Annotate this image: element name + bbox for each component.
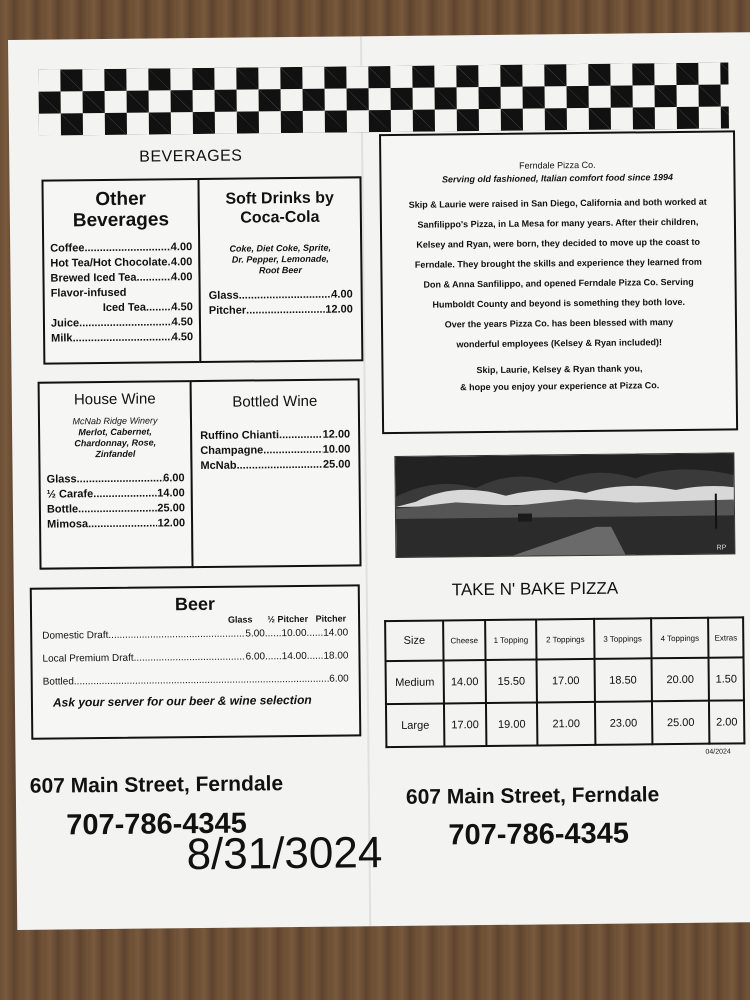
table-header-cell: Size xyxy=(385,620,443,661)
menu-item: Domestic Draft ..... 5.00......10.00......14.00 xyxy=(42,625,348,643)
menu-item: Bottle ..... 25.00 xyxy=(47,501,185,517)
table-row xyxy=(386,657,744,704)
bottled-wine-box xyxy=(190,378,362,568)
table-row xyxy=(386,700,744,747)
table-cell: 20.00 xyxy=(651,658,709,702)
house-wine-list xyxy=(47,471,186,532)
about-box xyxy=(379,130,738,434)
date-code: 04/2024 xyxy=(705,748,731,756)
table-header-cell: 2 Toppings xyxy=(536,619,594,660)
other-beverages-list xyxy=(50,240,193,346)
beer-note: Ask your server for our beer & wine selection xyxy=(52,692,312,710)
menu-item: Flavor-infused xyxy=(50,286,127,300)
table-cell: 15.50 xyxy=(485,659,537,703)
table-header-row xyxy=(385,617,743,661)
menu-item: Local Premium Draft ..... 6.00......14.00......18.00 xyxy=(42,648,348,666)
menu-item: Milk ..... 4.50 xyxy=(51,330,193,346)
house-wine-box xyxy=(38,380,194,570)
pizza-price-table xyxy=(384,616,745,748)
menu-item: ½ Carafe ..... 14.00 xyxy=(47,486,185,502)
beer-column-headers: Glass ½ Pitcher Pitcher xyxy=(227,613,347,625)
table-cell: 21.00 xyxy=(537,702,595,746)
table-cell: Medium xyxy=(386,660,444,704)
table-cell: 18.50 xyxy=(594,658,652,702)
table-cell: 17.00 xyxy=(444,703,486,746)
menu-item: Pitcher ..... 12.00 xyxy=(209,302,353,319)
table-header-cell: 3 Toppings xyxy=(594,618,652,659)
table-header-cell: Cheese xyxy=(443,620,485,660)
table-cell: 25.00 xyxy=(652,701,710,745)
soft-drinks-description: Coke, Diet Coke, Sprite, Dr. Pepper, Lemonade, Root Beer xyxy=(229,242,332,276)
table-header-cell: 1 Topping xyxy=(485,619,537,660)
beer-list xyxy=(42,625,349,689)
table-cell: 19.00 xyxy=(486,702,538,746)
bottled-wine-title: Bottled Wine xyxy=(232,392,318,411)
table-cell: 2.00 xyxy=(709,700,744,743)
beer-box xyxy=(30,584,362,739)
about-thanks: Skip, Laurie, Kelsey & Ryan thank you, & hope you enjoy your experience at Pizza Co. xyxy=(460,363,660,393)
menu-item: Champagne ..... 10.00 xyxy=(200,442,350,459)
soft-drinks-box xyxy=(197,176,363,363)
about-name: Ferndale Pizza Co. xyxy=(519,159,596,171)
table-header-cell: Extras xyxy=(708,617,743,657)
soft-drinks-title: Soft Drinks by Coca-Cola xyxy=(225,189,334,227)
address-left: 607 Main Street, Ferndale xyxy=(29,772,284,798)
beverages-title: BEVERAGES xyxy=(139,147,243,166)
menu-item: Juice ..... 4.50 xyxy=(51,315,193,331)
house-wine-title: House Wine xyxy=(73,390,156,409)
fold-line xyxy=(360,36,371,926)
table-cell: 1.50 xyxy=(709,657,744,700)
menu-flyer xyxy=(8,32,750,930)
menu-item: Ruffino Chianti ..... 12.00 xyxy=(200,427,350,444)
handwritten-date: 8/31/3024 xyxy=(186,828,383,880)
checkered-border xyxy=(38,62,729,135)
menu-item: Bottled ..... 6.00 xyxy=(43,671,349,689)
landscape-artwork xyxy=(394,452,735,558)
menu-item: Hot Tea/Hot Chocolate ..... 4.00 xyxy=(50,255,192,271)
menu-item: Iced Tea ..... 4.50 xyxy=(51,300,193,316)
soft-drinks-list xyxy=(209,287,353,319)
menu-item: Brewed Iced Tea ..... 4.00 xyxy=(50,270,192,286)
other-beverages-title: Other Beverages xyxy=(72,188,170,232)
menu-item: Glass ..... 4.00 xyxy=(209,287,353,304)
table-cell: Large xyxy=(386,703,444,747)
beer-title: Beer xyxy=(174,593,216,615)
phone-left: 707-786-4345 xyxy=(66,807,247,842)
bottled-wine-list xyxy=(200,427,350,474)
menu-item: Coffee ..... 4.00 xyxy=(50,240,192,256)
address-right: 607 Main Street, Ferndale xyxy=(405,783,660,809)
table-cell: 17.00 xyxy=(537,659,595,703)
menu-item: Mimosa ..... 12.00 xyxy=(47,516,185,532)
menu-item: Glass ..... 6.00 xyxy=(47,471,185,487)
table-cell: 23.00 xyxy=(595,701,653,745)
menu-item: McNab ..... 25.00 xyxy=(200,457,350,474)
take-n-bake-title: TAKE N' BAKE PIZZA xyxy=(451,578,619,600)
house-wine-winery: McNab Ridge Winery xyxy=(72,415,158,427)
house-wine-varieties: Merlot, Cabernet, Chardonnay, Rose, Zinfandel xyxy=(74,426,157,460)
artwork-signature: RP xyxy=(716,544,727,552)
table-header-cell: 4 Toppings xyxy=(651,618,709,659)
other-beverages-box xyxy=(41,178,201,365)
about-tagline: Serving old fashioned, Italian comfort food since 1994 xyxy=(441,172,674,185)
about-story: Skip & Laurie were raised in San Diego, California and both worked at Sanfilippo's Pizza, in La Mesa for many years. After their children, Kelsey and Ryan, were born, they decided to move up the coast to Ferndale. They brought the skills and experience they learned from Don & Anna Sanfilippo, and opened Ferndale Pizza Co. Serving Humboldt County and beyond is something they both love. Over the years Pizza Co. has been blessed with many wonderful employees (Kelsey & Ryan included)! xyxy=(408,196,707,350)
phone-right: 707-786-4345 xyxy=(448,817,630,852)
table-cell: 14.00 xyxy=(444,660,486,703)
